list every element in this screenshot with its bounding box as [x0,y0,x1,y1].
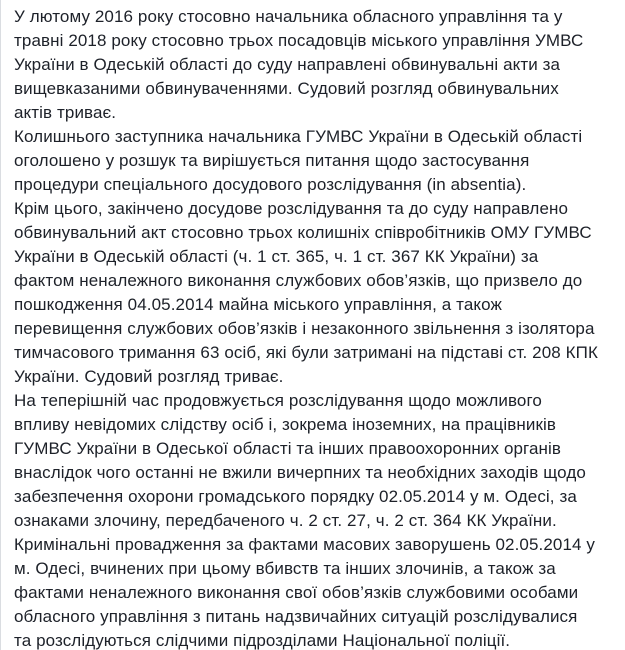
text-line: ГУМВС України в Одеської області та інших правоохоронних органів [14,439,562,458]
text-line: обласного управління з питань надзвичайних ситуацій розслідувалися [14,607,578,626]
text-line: тимчасового тримання 63 осіб, які були затримані на підставі ст. 208 КПК [14,343,598,362]
text-line: оголошено у розшук та вирішується питання щодо застосування [14,151,530,170]
text-line: На теперішній час продовжується розслідування щодо можливого [14,391,542,410]
text-line: впливу невідомих слідству осіб і, зокрема іноземних, на працівників [14,415,556,434]
text-line: України в Одеській області (ч. 1 ст. 365, ч. 1 ст. 367 КК України) за [14,247,539,266]
text-line: травні 2018 року стосовно трьох посадовців міського управління УМВС [14,31,584,50]
text-line: пошкодження 04.05.2014 майна міського управління, а також [14,295,502,314]
text-line: фактами неналежного виконання свої обов’язків службовими особами [14,583,579,602]
text-line: та розслідуються слідчими підрозділами Національної поліції. [14,631,511,650]
text-line: Кримінальні провадження за фактами масових заворушень 02.05.2014 у [14,535,595,554]
text-line: процедури спеціального досудового розслідування (in absentia). [14,175,527,194]
text-line: актів триває. [14,103,117,122]
text-line: У лютому 2016 року стосовно начальника обласного управління та у [14,7,563,26]
text-line: ознаками злочину, передбаченого ч. 2 ст. 27, ч. 2 ст. 364 КК України. [14,511,557,530]
text-line: України. Судовий розгляд триває. [14,367,284,386]
text-line: обвинувальний акт стосовно трьох колишніх співробітників ОМУ ГУМВС [14,223,592,242]
text-line: Крім цього, закінчено досудове розслідування та до суду направлено [14,199,569,218]
text-line: внаслідок чого останні не вжили вичерпних та необхідних заходів щодо [14,463,586,482]
text-line: України в Одеській області до суду направлені обвинувальні акти за [14,55,561,74]
text-line: вищевказаними обвинуваченнями. Судовий розгляд обвинувальних [14,79,559,98]
text-line: перевищення службових обов’язків і незаконного звільнення з ізолятора [14,319,595,338]
text-line: м. Одесі, вчинених при цьому вбивств та інших злочинів, а також за [14,559,556,578]
text-line: фактом неналежного виконання службових обов’язків, що призвело до [14,271,583,290]
text-line: забезпечення охорони громадського порядку 02.05.2014 у м. Одесі, за [14,487,577,506]
text-line: Колишнього заступника начальника ГУМВС України в Одеській області [14,127,583,146]
